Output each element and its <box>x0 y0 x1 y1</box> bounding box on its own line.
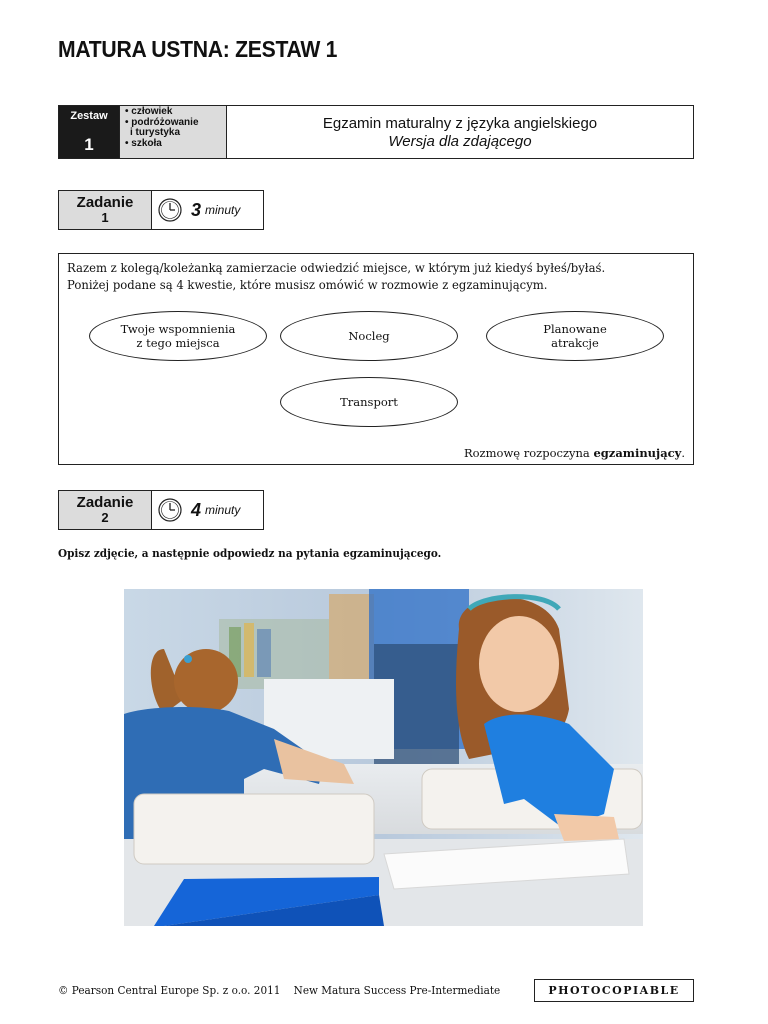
set-badge <box>59 106 119 158</box>
footer-note-bold: egzaminujący <box>593 446 682 460</box>
exam-title: Egzamin maturalny z języka angielskiego <box>322 114 598 132</box>
set-topics <box>119 106 227 158</box>
task2-header <box>58 490 264 530</box>
topic-transport-label: Transport <box>340 395 398 409</box>
topic-item: • szkoła <box>125 137 162 149</box>
topic-item: • podróżowanie <box>125 116 199 128</box>
task1-label <box>59 191 152 229</box>
task2-label-text: Zadanie <box>76 494 134 511</box>
page-title: MATURA USTNA: ZESTAW 1 <box>58 36 338 62</box>
topic-attractions-l2: atrakcje <box>551 336 599 350</box>
intro-line-2: Poniżej podane są 4 kwestie, które musisz omówić w rozmowie z egzaminującym. <box>67 277 548 292</box>
topic-item: i turystyka <box>130 127 181 138</box>
topic-memories-l2: z tego miejsca <box>136 336 220 350</box>
topic-transport <box>280 377 458 427</box>
topic-attractions <box>486 311 664 361</box>
task2-unit: minuty <box>205 503 241 517</box>
task2-instruction: Opisz zdjęcie, a następnie odpowiedz na pytania egzaminującego. <box>58 547 442 560</box>
footer-note-end: . <box>681 446 685 460</box>
task2-number: 2 <box>101 510 109 525</box>
task1-footer-note <box>464 446 685 460</box>
topic-item: • człowiek <box>125 106 173 117</box>
set-label: Zestaw <box>70 110 108 122</box>
task1-number: 1 <box>101 210 109 225</box>
clock-icon <box>158 498 182 522</box>
task1-header <box>58 190 264 230</box>
topic-attractions-l1: Planowane <box>543 322 607 336</box>
topic-memories-l1: Twoje wspomnienia <box>120 322 236 336</box>
topic-accommodation <box>280 311 458 361</box>
task1-intro <box>67 259 605 293</box>
classroom-photo <box>124 589 643 926</box>
intro-line-1: Razem z kolegą/koleżanką zamierzacie odwiedzić miejsce, w którym już kiedyś byłeś/byłaś. <box>67 260 606 275</box>
task2-minutes: 4 <box>191 499 202 520</box>
exam-subtitle: Wersja dla zdającego <box>388 132 532 150</box>
task1-time <box>152 191 263 229</box>
clock-icon <box>158 198 182 222</box>
photocopiable-badge: PHOTOCOPIABLE <box>534 979 694 1002</box>
set-number: 1 <box>84 135 94 154</box>
topic-memories <box>89 311 267 361</box>
exam-header <box>58 105 694 159</box>
copyright-line: © Pearson Central Europe Sp. z o.o. 2011 New Matura Success Pre-Intermediate <box>58 984 501 997</box>
topic-accommodation-label: Nocleg <box>348 329 390 343</box>
exam-title-block <box>227 106 693 158</box>
task1-minutes: 3 <box>191 199 202 220</box>
task1-label-text: Zadanie <box>76 194 134 211</box>
task1-content <box>58 253 694 465</box>
footer-note-text: Rozmowę rozpoczyna <box>463 446 594 460</box>
task1-unit: minuty <box>205 203 241 217</box>
task2-label <box>59 491 152 529</box>
task2-time <box>152 491 263 529</box>
classroom-illustration <box>124 589 643 926</box>
